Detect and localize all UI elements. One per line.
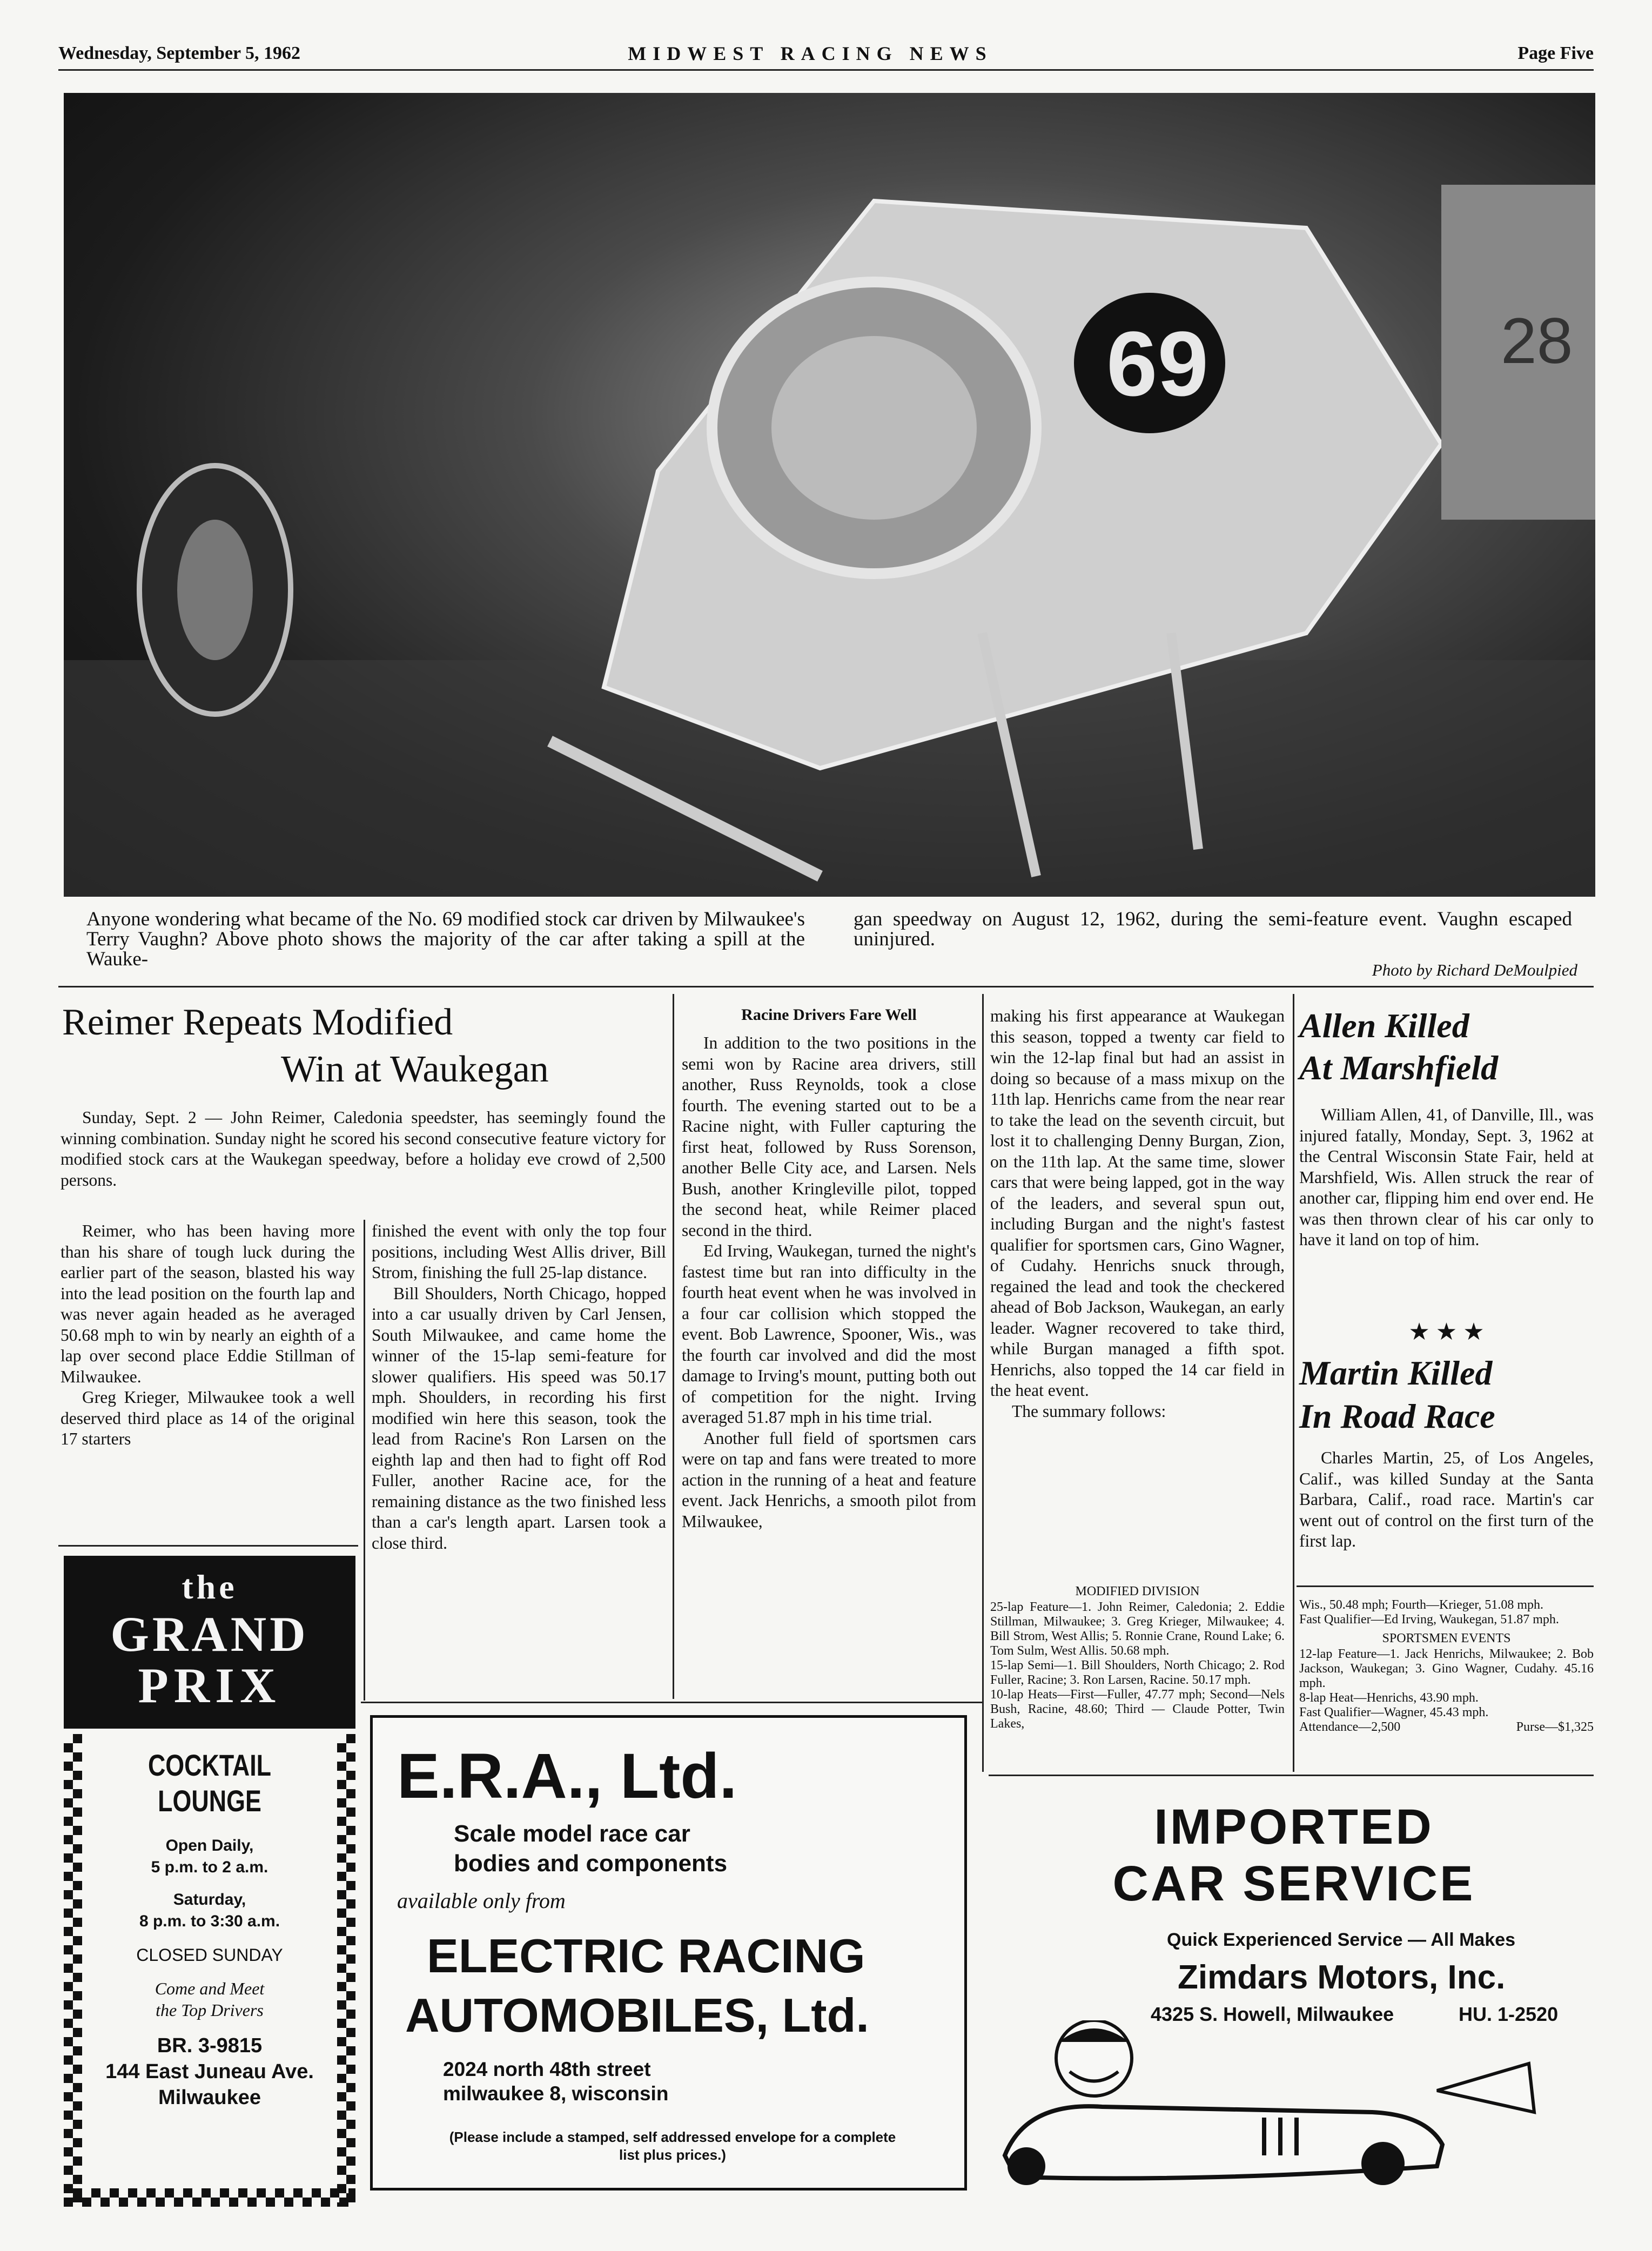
article-reimer-col2: [372, 1221, 666, 1554]
article-allen: [1299, 1105, 1594, 1251]
article-reimer-col1: [61, 1221, 355, 1450]
ad-era: [370, 1715, 967, 2190]
cartoon-rear-wheel: [1361, 2142, 1405, 2185]
separator-stars: ★ ★ ★: [1408, 1319, 1485, 1345]
era-line2: bodies and components: [454, 1850, 728, 1877]
summary-continued: [1299, 1598, 1594, 1735]
masthead-title: MIDWEST RACING NEWS: [628, 43, 993, 64]
article-reimer-col3: [682, 1033, 976, 1532]
headline-reimer-line1: Reimer Repeats Modified: [62, 1002, 453, 1043]
lounge-line1: COCKTAIL: [147, 1748, 272, 1782]
photo-credit: Photo by Richard DeMoulpied: [1372, 960, 1577, 979]
wreck-illustration: [64, 93, 1595, 897]
era-line1: Scale model race car: [454, 1820, 690, 1847]
martin-body: Charles Martin, 25, of Los Angeles, Calif., was killed Sunday at the Santa Barbara, Calif., road race. Martin's car went out of control on the first turn of the first lap.: [1299, 1448, 1594, 1550]
cartoon-car-illustration: [994, 2020, 1567, 2199]
imported-title1: IMPORTED: [1154, 1799, 1434, 1854]
grand-prix-logo: [64, 1556, 355, 1729]
lead-paragraph: Sunday, Sept. 2 — John Reimer, Caledonia speedster, has seemingly found the winning combination. Sunday night he scored his second consecutive feature victory for modified stock cars at the Waukegan speedway, before a holiday eve crowd of 2,500 persons.: [61, 1108, 666, 1190]
summary-attendance-row: [1299, 1720, 1594, 1735]
era-line5: AUTOMOBILES, Ltd.: [405, 1988, 869, 2042]
imported-title2: CAR SERVICE: [1112, 1856, 1475, 1911]
summary-heats-cont: Wis., 50.48 mph; Fourth—Krieger, 51.08 mph.: [1299, 1598, 1544, 1612]
meet-line1: Come and Meet: [155, 1979, 265, 1998]
ads-top-rule: [361, 1702, 982, 1703]
grand-prix-phone: BR. 3-9815: [157, 2034, 263, 2057]
era-line4: ELECTRIC RACING: [427, 1929, 865, 1983]
article-reimer-lead: [61, 1107, 666, 1191]
col4-col5-rule: [1293, 994, 1294, 1772]
headline-martin-line2: In Road Race: [1299, 1397, 1495, 1435]
martin-bottom-rule: [1297, 1585, 1594, 1587]
imported-phone: HU. 1-2520: [1459, 2003, 1559, 2025]
meet-line2: the Top Drivers: [156, 2000, 264, 2020]
checkered-border-right: [337, 1734, 355, 2207]
summary-heats: 10-lap Heats—First—Fuller, 47.77 mph; Second—Nels Bush, Racine, 48.60; Third — Claude Potter, Twin Lakes,: [990, 1688, 1285, 1731]
headline-allen-line2: At Marshfield: [1299, 1049, 1499, 1087]
header-date: Wednesday, September 5, 1962: [58, 43, 301, 63]
checkered-border-bottom: [64, 2188, 355, 2207]
hours-line3: Saturday,: [173, 1891, 246, 1909]
page-number: Page Five: [1517, 43, 1594, 63]
era-address2: milwaukee 8, wisconsin: [443, 2082, 669, 2105]
summary-sportsmen-qual: Fast Qualifier—Wagner, 45.43 mph.: [1299, 1705, 1489, 1719]
racine-paragraph-3: Another full field of sportsmen cars were on tap and fans were treated to more action in the running of a heat and feature event. Jack Henrichs, a smooth pilot from Milwaukee,: [682, 1428, 976, 1531]
reimer-paragraph-4: Bill Shoulders, North Chicago, hopped into a car usually driven by Carl Jensen, South Milwaukee, and came home the winner of the 15-lap semi-feature for slower qualifiers. His speed was 50.17 mph. Shoulders, in recording his first modified win here this season, took the lead from Racine's Ron Larsen on the eighth lap and then had to fight off Rod Fuller, another Racine ace, for the remaining distance as the two finished less than a car's length apart. Larsen took a close third.: [372, 1284, 666, 1553]
era-name: E.R.A., Ltd.: [397, 1741, 737, 1812]
hours-line2: 5 p.m. to 2 a.m.: [151, 1858, 268, 1876]
logo-grand: GRAND: [110, 1607, 309, 1662]
subhead-racine: Racine Drivers Fare Well: [741, 1006, 917, 1024]
imported-top-rule: [989, 1775, 1594, 1776]
cartoon-front-wheel: [1008, 2147, 1045, 2185]
grand-prix-city: Milwaukee: [158, 2086, 261, 2109]
logo-the: the: [182, 1568, 238, 1606]
summary-sportsmen-head: SPORTSMEN EVENTS: [1382, 1631, 1511, 1645]
summary-fast-qual: Fast Qualifier—Ed Irving, Waukegan, 51.87 mph.: [1299, 1612, 1559, 1627]
era-line3: available only from: [397, 1889, 566, 1913]
headline-allen-line1: Allen Killed: [1299, 1006, 1469, 1045]
grand-prix-body: [85, 1748, 334, 2111]
col1-col2-rule: [364, 1220, 365, 1701]
col3-col4-rule: [982, 994, 984, 1772]
cartoon-horn: [1437, 2064, 1534, 2112]
closed-sunday: CLOSED SUNDAY: [136, 1945, 283, 1965]
imported-address: 4325 S. Howell, Milwaukee: [1151, 2003, 1394, 2025]
imported-tagline: Quick Experienced Service — All Makes: [1167, 1930, 1516, 1950]
checkered-border-left: [64, 1734, 82, 2207]
hours-line4: 8 p.m. to 3:30 a.m.: [139, 1912, 280, 1930]
racine-paragraph-2: Ed Irving, Waukegan, turned the night's fastest time but ran into difficulty in the fourth heat event when he was involved in a four car collision which stopped the event. Bob Lawrence, Spooner, Wis., was the fourth car involved and did the most damage to Irving's mount, putting both out of competition for the night. Irving averaged 51.87 mph in his time trial.: [682, 1241, 976, 1427]
summary-intro: The summary follows:: [1012, 1401, 1166, 1421]
col2-col3-rule: [673, 994, 674, 1699]
article-reimer-col4: [990, 1006, 1285, 1422]
logo-prix: PRIX: [138, 1658, 281, 1713]
reimer-paragraph-3: finished the event with only the top four positions, including West Allis driver, Bill Strom, finishing the full 25-lap distance.: [372, 1221, 666, 1282]
summary-sportsmen-heat: 8-lap Heat—Henrichs, 43.90 mph.: [1299, 1691, 1479, 1705]
allen-body: William Allen, 41, of Danville, Ill., was injured fatally, Monday, Sept. 3, 1962 at the Central Wisconsin State Fair, held at Marshfield, Wis. Allen struck the rear of another car, flipping him end over end. He was then thrown clear of his car only to have it land on top of him.: [1299, 1105, 1594, 1249]
article-martin: [1299, 1448, 1594, 1552]
reimer-paragraph-2: Greg Krieger, Milwaukee took a well deserved third place as 14 of the original 17 starters: [61, 1388, 355, 1448]
era-note: (Please include a stamped, self addressed envelope for a complete list plus prices.): [449, 2129, 896, 2163]
headline-martin-line1: Martin Killed: [1299, 1354, 1493, 1392]
summary-attendance: Attendance—2,500: [1299, 1720, 1401, 1734]
col1-bottom-rule: [58, 1545, 358, 1547]
wrecked-car-photo: [64, 93, 1595, 897]
reimer-paragraph-1: Reimer, who has been having more than his share of tough luck during the earlier part of the season, blasted his way into the lead position on the fourth lap and was never again headed as he averaged 50.68 mph to win by nearly an eighth of a lap over second place Eddie Stillman of Milwaukee.: [61, 1221, 355, 1386]
lounge-line2: LOUNGE: [158, 1784, 261, 1818]
sportsmen-paragraph: making his first appearance at Waukegan this season, topped a twenty car field to win the 12-lap final but had an assist in doing so because of a mass mixup on the 11th lap. Henrichs came from the near rear to take the lead on the seventh circuit, but lost it to challenging Denny Burgan, Zion, on the 11th lap. At the same time, slower cars that were being lapped, got in the way of the leaders, and several spun out, including Burgan and the night's fastest qualifier for sportsmen cars, Gino Wagner, of Cudahy. Henrichs snuck through, regained the lead and took the checkered ahead of Bob Jackson, Waukegan, an early leader. Wagner recovered to take third, while Burgan managed a fifth spot. Henrichs, also topped the 14 car field in the heat event.: [990, 1006, 1285, 1400]
background-car-number: 28: [1501, 305, 1573, 377]
headline-reimer-line2: Win at Waukegan: [281, 1049, 549, 1090]
summary-modified: [990, 1580, 1285, 1731]
grand-prix-address: 144 East Juneau Ave.: [105, 2060, 314, 2083]
summary-semi: 15-lap Semi—1. Bill Shoulders, North Chicago; 2. Rod Fuller, Racine; 3. Ron Larsen, Racine. 50.17 mph.: [990, 1658, 1285, 1687]
hours-line1: Open Daily,: [165, 1837, 254, 1854]
header-rule: [58, 69, 1594, 71]
racine-paragraph-1: In addition to the two positions in the semi won by Racine area drivers, still another, Russ Reynolds, took a close fourth. The evening started out to be a Racine night, with Fuller capturing the first heat, followed by Russ Sorenson, another Belle City ace, and Larsen. Nels Bush, another Kringleville pilot, topped the second heat, while Reimer placed second in the third.: [682, 1033, 976, 1240]
ad-imported-car-service: [994, 1788, 1594, 2199]
era-address1: 2024 north 48th street: [443, 2058, 651, 2080]
summary-feature: 25-lap Feature—1. John Reimer, Caledonia; 2. Eddie Stillman, Milwaukee; 3. Greg Krieger, Milwaukee; 4. Bill Strom, West Allis; 5. Ronnie Crane, Round Lake; 6. Tom Sulm, West Allis. 50.68 mph.: [990, 1600, 1285, 1658]
summary-sportsmen-feature: 12-lap Feature—1. Jack Henrichs, Milwaukee; 2. Bob Jackson, Waukegan; 3. Gino Wagner, Cudahy. 45.16 mph.: [1299, 1647, 1594, 1690]
photo-caption-left: Anyone wondering what became of the No. 69 modified stock car driven by Milwaukee's Terry Vaughn? Above photo shows the majority of the car after taking a spill at the Wauke-: [86, 908, 805, 970]
ad-grand-prix: [64, 1556, 355, 2207]
car-number-text: 69: [1106, 313, 1209, 415]
summary-purse: Purse—$1,325: [1516, 1720, 1594, 1734]
imported-company: Zimdars Motors, Inc.: [1178, 1959, 1506, 1996]
photo-caption-right: gan speedway on August 12, 1962, during the semi-feature event. Vaughn escaped uninjured.: [854, 908, 1572, 950]
caption-rule: [58, 986, 1594, 987]
summary-modified-head: MODIFIED DIVISION: [1075, 1584, 1200, 1598]
